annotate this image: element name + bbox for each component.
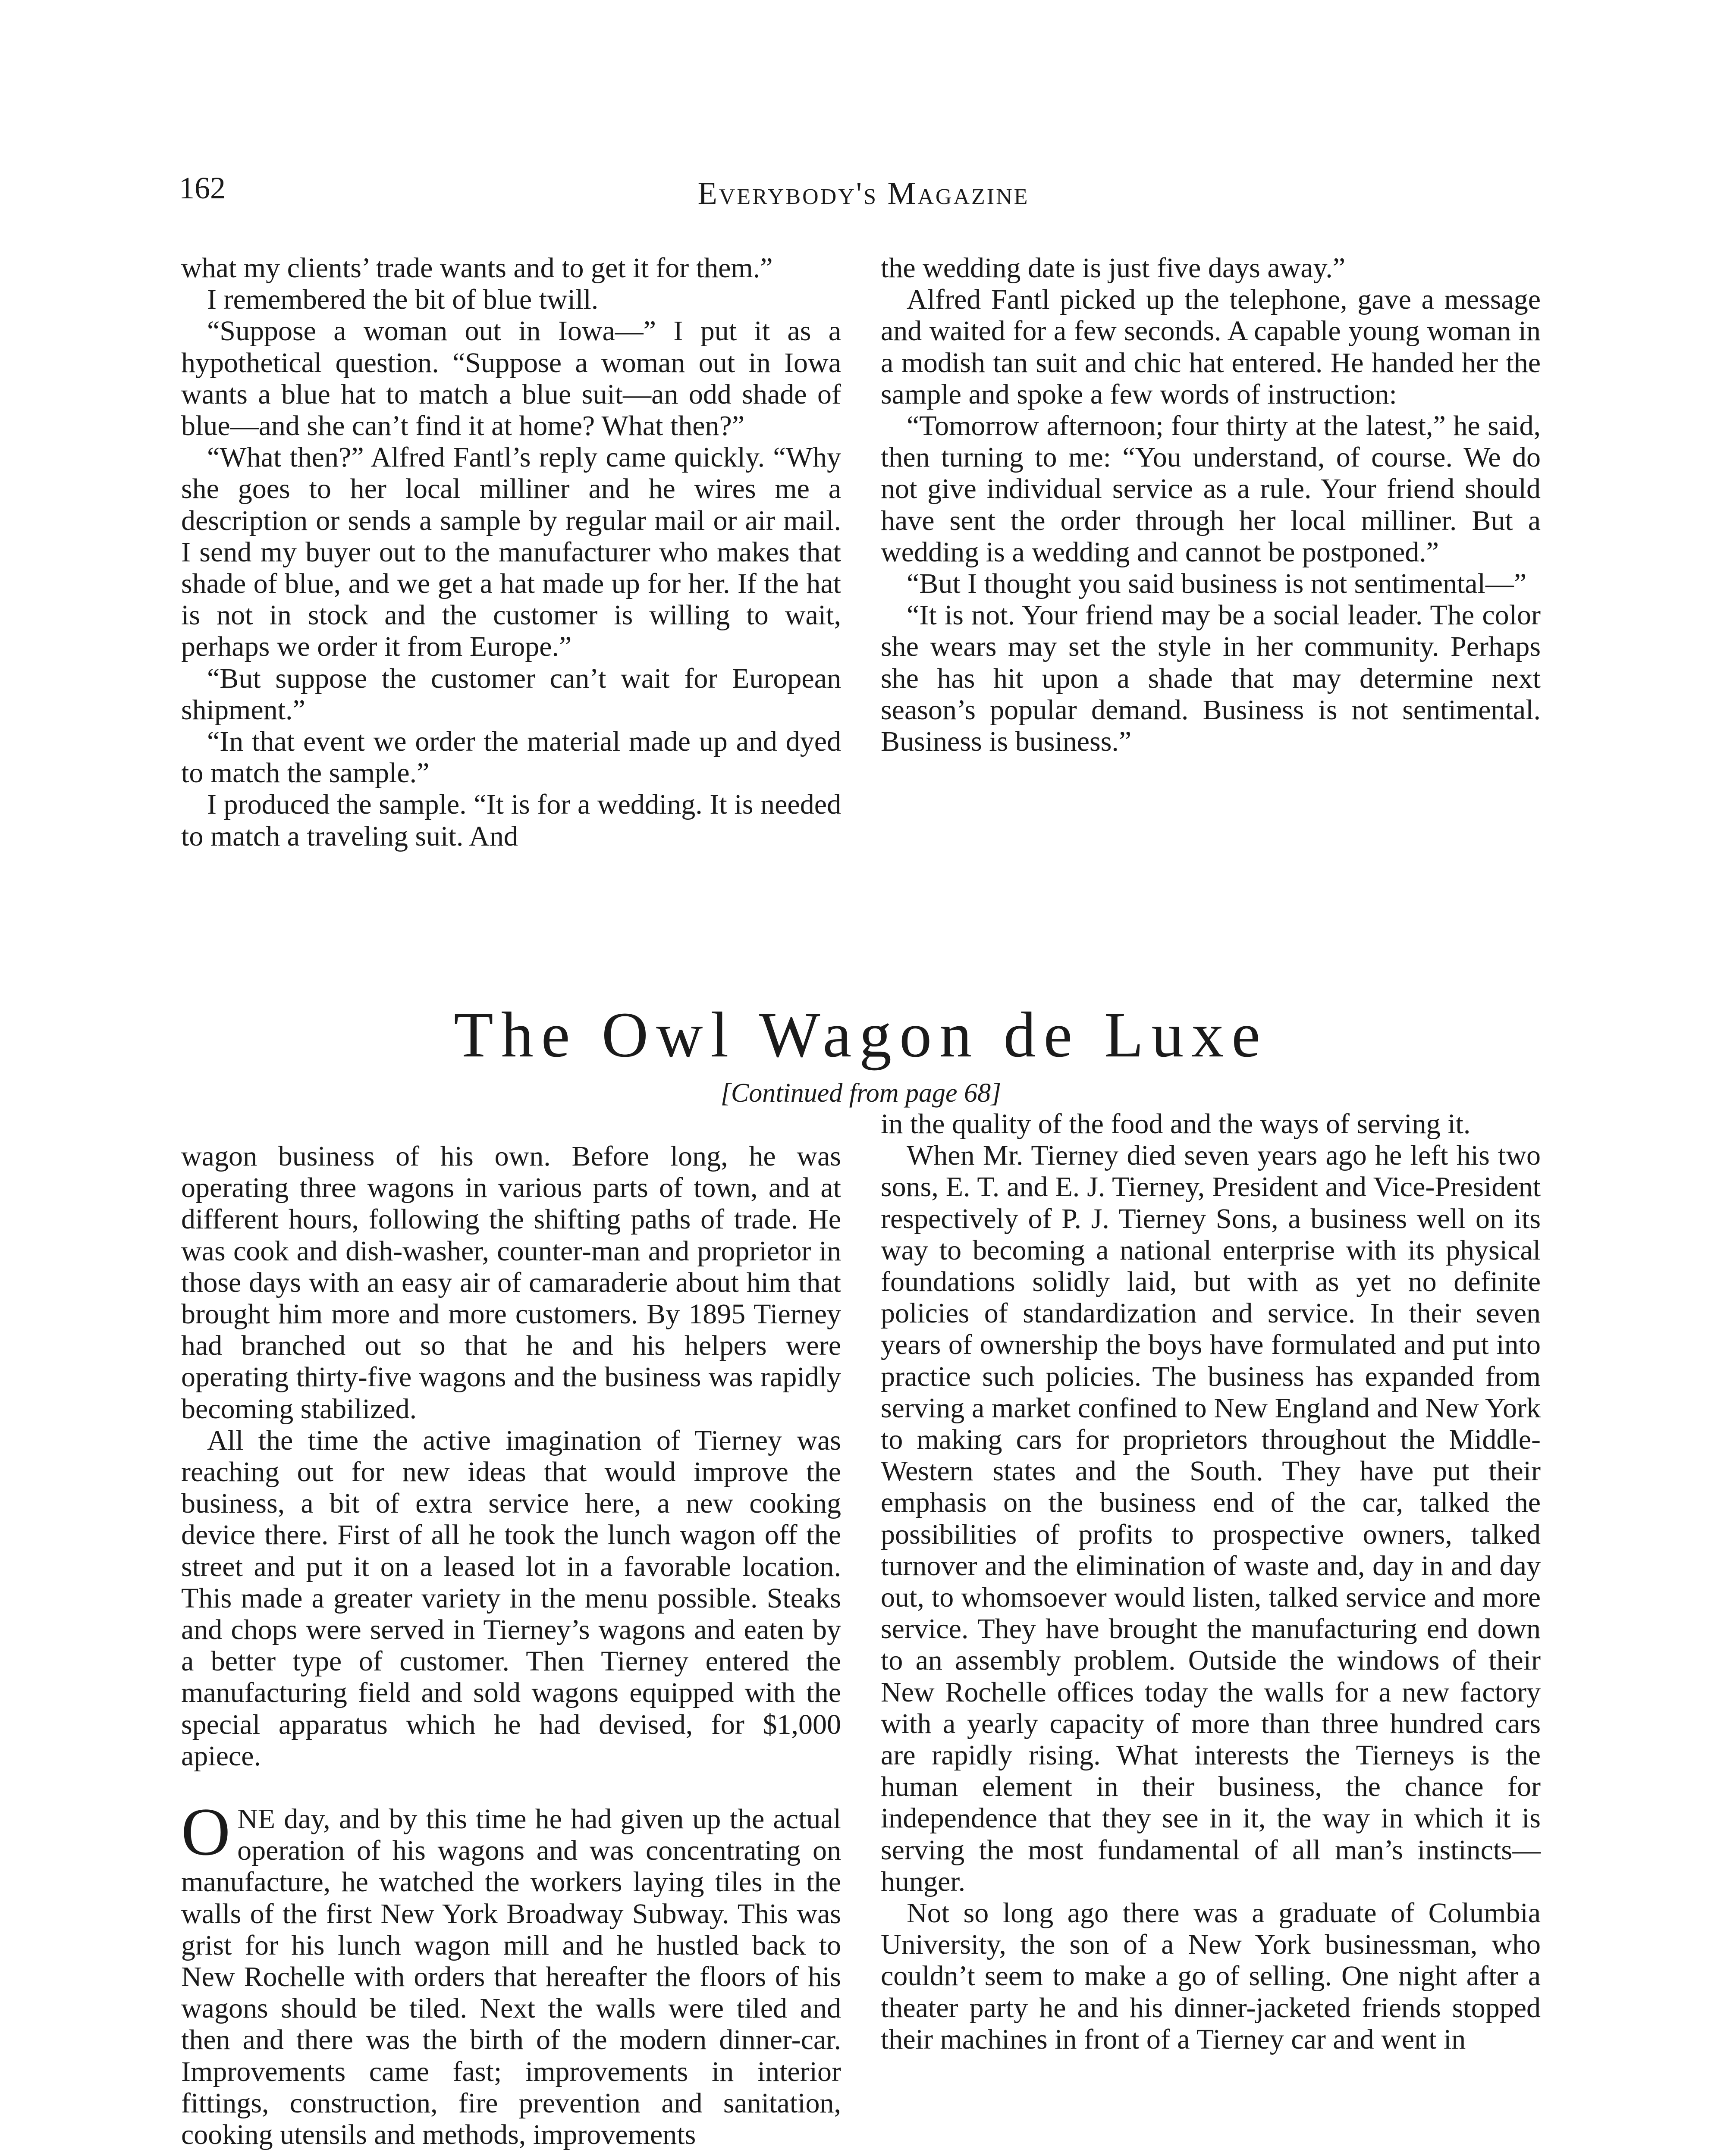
paragraph: “In that event we order the material made up and dyed to match the sample.”	[181, 726, 841, 789]
section-text: NE day, and by this time he had given up the actual operation of his wagons and was concentrating on manufacture, he watched the workers laying tiles in the walls of the first New York Broadway Subway. This was grist for his lunch wagon mill and he hustled back to New Rochelle with orders that hereafter the floors of his wagons should be tiled. Next the walls were tiled and then and there was the birth of the modern dinner-car. Improvements came fast; improvements in interior fittings, construction, fire prevention and sanitation, cooking utensils and methods, improvements	[181, 1803, 841, 2151]
drop-cap: O	[181, 1794, 231, 1870]
paragraph: Alfred Fantl picked up the telephone, gave a message and waited for a few seconds. A capable young woman in a modish tan suit and chic hat entered. He handed her the sample and spoke a few words of instruction:	[881, 284, 1541, 410]
article-title: The Owl Wagon de Luxe	[454, 999, 1268, 1071]
page-number: 162	[179, 171, 226, 205]
top-left-column	[181, 252, 841, 852]
running-head: Everybody's Magazine	[697, 176, 1030, 211]
paragraph: “It is not. Your friend may be a social leader. The color she wears may set the style in her community. Perhaps she has hit upon a shade that may determine next season’s popular demand. Business is not sentimental. Business is business.”	[881, 599, 1541, 758]
paragraph: Not so long ago there was a graduate of Columbia University, the son of a New York businessman, who couldn’t seem to make a go of selling. One night after a theater party he and his dinner-jacketed friends stopped their machines in front of a Tierney car and went in	[881, 1897, 1541, 2055]
paragraph: in the quality of the food and the ways of serving it.	[881, 1108, 1471, 1140]
paragraph: “What then?” Alfred Fantl’s reply came quickly. “Why she goes to her local milliner and he wires me a description or sends a sample by regular mail or air mail. I send my buyer out to the manufacturer who makes that shade of blue, and we get a hat made up for her. If the hat is not in stock and the customer is willing to wait, perhaps we order it from Europe.”	[181, 442, 841, 663]
top-right-column	[881, 252, 1541, 757]
paragraph: wagon business of his own. Before long, he was operating three wagons in various parts of town, and at different hours, following the shifting paths of trade. He was cook and dish-washer, counter-man and proprietor in those days with an easy air of camaraderie about him that brought him more and more customers. By 1895 Tierney had branched out so that he and his helpers were operating thirty-five wagons and the business was rapidly becoming stabilized.	[181, 1141, 841, 1425]
paragraph: I remembered the bit of blue twill.	[207, 284, 599, 316]
paragraph: the wedding date is just five days away.”	[881, 252, 1346, 284]
paragraph: When Mr. Tierney died seven years ago he left his two sons, E. T. and E. J. Tierney, President and Vice-President respectively of P. J. Tierney Sons, a business well on its way to becoming a national enterprise with its physical foundations solidly laid, but with as yet no definite policies of standardization and service. In their seven years of ownership the boys have formulated and put into practice such policies. The business has expanded from serving a market confined to New England and New York to making cars for proprietors throughout the Middle-Western states and the South. They have put their emphasis on the business end of the car, talked the possibilities of profits to prospective owners, talked turnover and the elimination of waste and, day in and day out, to whomsoever would listen, talked service and more service. They have brought the manufacturing end down to an assembly problem. Outside the windows of their New Rochelle offices today the walls for a new factory with a yearly capacity of more than three hundred cars are rapidly rising. What interests the Tierneys is the human element in their business, the chance for independence that they see in it, the way in which it is serving the most fundamental of all man’s instincts—hunger.	[881, 1140, 1541, 1897]
paragraph: “Tomorrow afternoon; four thirty at the latest,” he said, then turning to me: “You understand, of course. We do not give individual service as a rule. Your friend should have sent the order through her local milliner. But a wedding is a wedding and cannot be postponed.”	[881, 410, 1541, 568]
paragraph: what my clients’ trade wants and to get it for them.”	[181, 252, 773, 284]
paragraph: “But suppose the customer can’t wait for European shipment.”	[181, 662, 841, 726]
section-paragraph	[181, 1794, 841, 2151]
paragraph: “But I thought you said business is not sentimental—”	[907, 568, 1527, 600]
paragraph: “Suppose a woman out in Iowa—” I put it as a hypothetical question. “Suppose a woman out in Iowa wants a blue hat to match a blue suit—an odd shade of blue—and she can’t find it at home? What then?”	[181, 315, 841, 442]
bottom-right-column	[881, 1108, 1541, 2055]
paragraph: I produced the sample. “It is for a wedding. It is needed to match a traveling suit. And	[181, 789, 841, 852]
bottom-left-column	[181, 1141, 841, 2150]
paragraph: All the time the active imagination of Tierney was reaching out for new ideas that would improve the business, a bit of extra service here, a new cooking device there. First of all he took the lunch wagon off the street and put it on a leased lot in a favorable location. This made a greater variety in the menu possible. Steaks and chops were served in Tierney’s wagons and eaten by a better type of customer. Then Tierney entered the manufacturing field and sold wagons equipped with the special apparatus which he had devised, for $1,000 apiece.	[181, 1424, 841, 1772]
continued-note: [Continued from page 68]	[720, 1078, 1002, 1108]
